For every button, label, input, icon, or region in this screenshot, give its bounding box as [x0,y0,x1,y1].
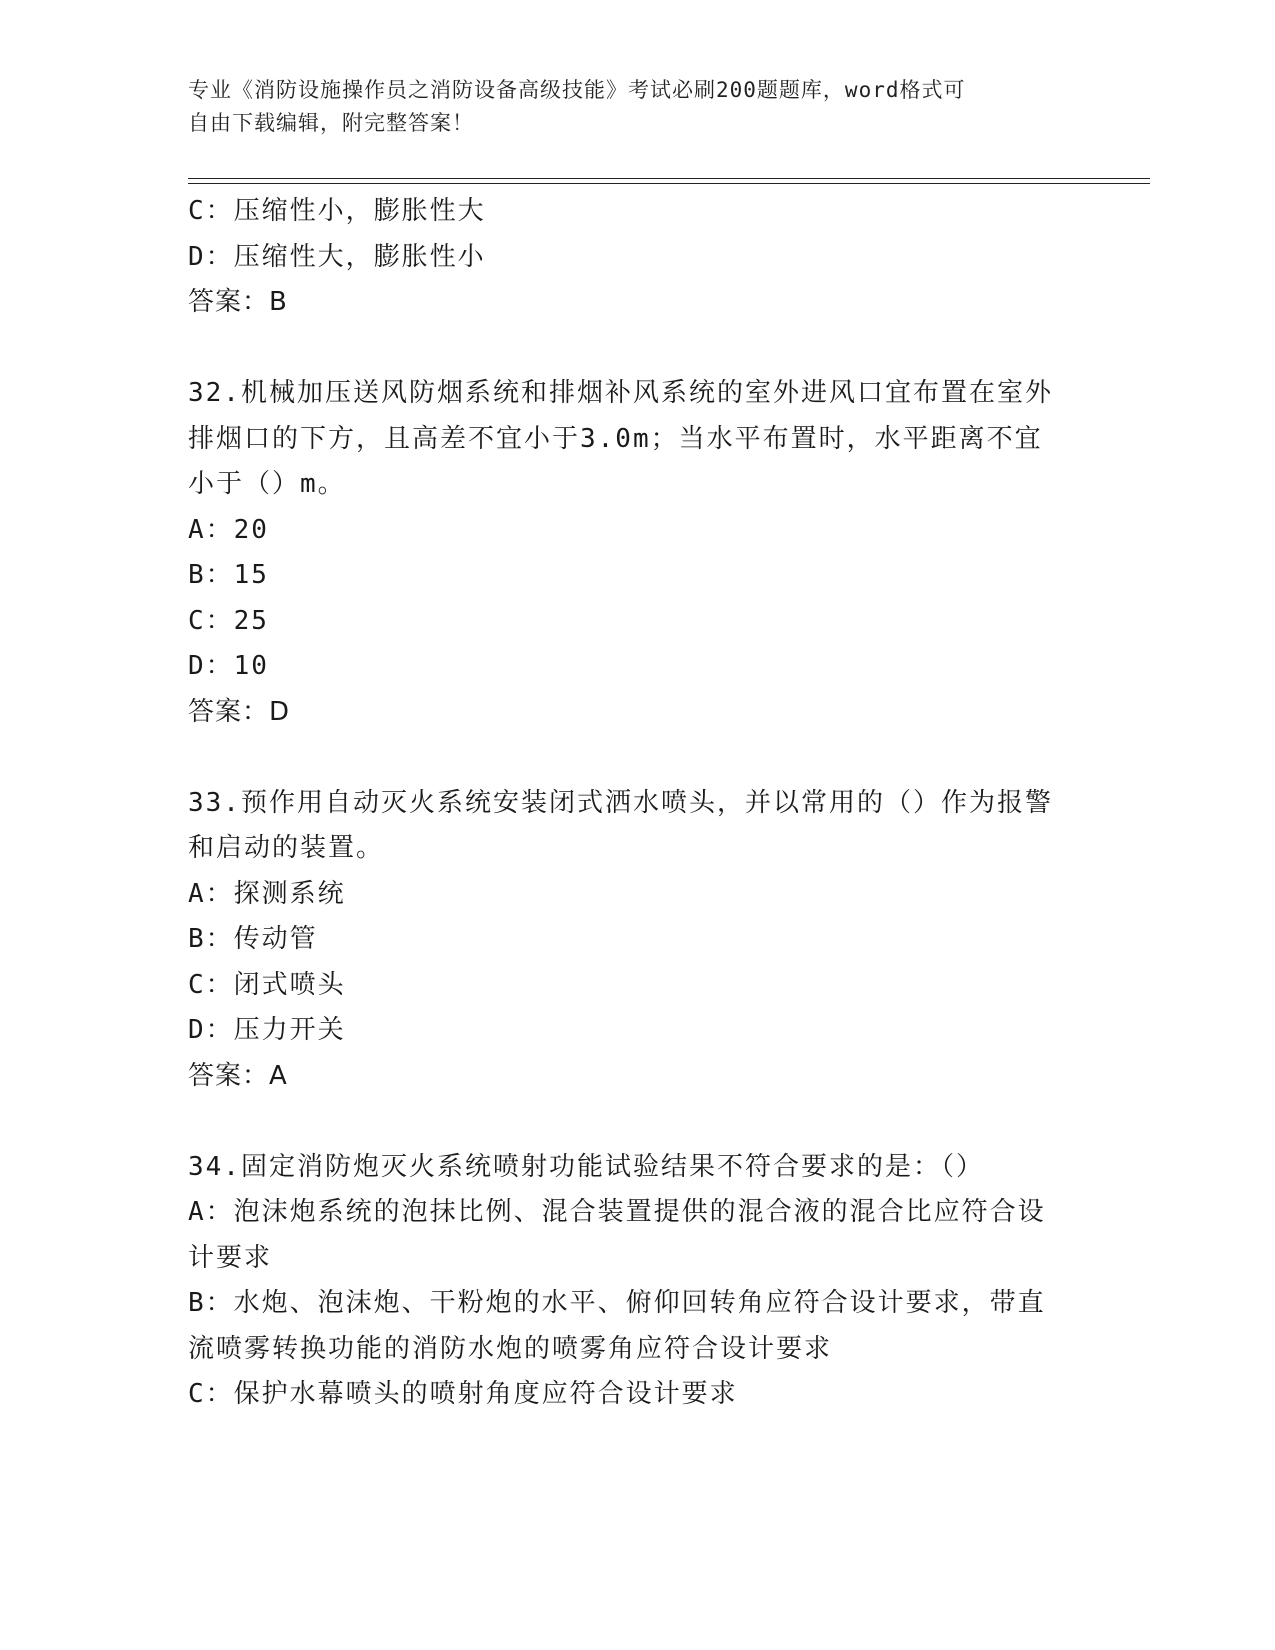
question-stem: 排烟口的下方，且高差不宜小于3.0m；当水平布置时，水平距离不宜 [188,423,1043,454]
option-c: C：压缩性小，膨胀性大 [188,196,486,226]
option-b: B：传动管 [188,924,318,954]
option-c: C：25 [188,605,269,636]
answer: 答案：B [188,287,288,317]
option-b: B：水炮、泡沫炮、干粉炮的水平、俯仰回转角应符合设计要求，带直 [188,1288,1046,1318]
question-stem: 32.机械加压送风防烟系统和排烟补风系统的室外进风口宜布置在室外 [188,378,1053,408]
header-line-2: 自由下载编辑，附完整答案！ [188,111,474,135]
question-33 [188,781,1078,1100]
option-d: D：压力开关 [188,1015,346,1045]
question-stem: 小于（）m。 [188,469,346,499]
option-a: A：泡沫炮系统的泡抹比例、混合装置提供的混合液的混合比应符合设 [188,1197,1046,1227]
option-a: A：20 [188,514,269,545]
question-32 [188,371,1078,735]
question-34 [188,1145,1078,1418]
question-stem: 33.预作用自动灭火系统安装闭式洒水喷头，并以常用的（）作为报警 [188,787,1053,818]
option-b: B：15 [188,560,269,590]
answer: 答案：A [188,1060,288,1091]
option-a-continued: 计要求 [188,1242,273,1273]
header-line-1: 专业《消防设施操作员之消防设备高级技能》考试必刷200题题库，word格式可 [188,78,966,102]
document-header [188,74,1068,140]
question-list [188,189,1078,1418]
answer: 答案：D [188,696,291,727]
option-d: D：10 [188,651,269,681]
option-c: C：闭式喷头 [188,969,346,1000]
option-b-continued: 流喷雾转换功能的消防水炮的喷雾角应符合设计要求 [188,1333,833,1364]
header-rule-top [188,178,1150,179]
option-c: C：保护水幕喷头的喷射角度应符合设计要求 [188,1379,738,1409]
header-rule-bottom [188,183,1150,184]
option-a: A：探测系统 [188,878,346,909]
question-stem: 和启动的装置。 [188,833,385,863]
question-stem: 34.固定消防炮灭火系统喷射功能试验结果不符合要求的是：（） [188,1151,984,1182]
option-d: D：压缩性大，膨胀性小 [188,241,486,272]
question-31-tail [188,189,1078,326]
